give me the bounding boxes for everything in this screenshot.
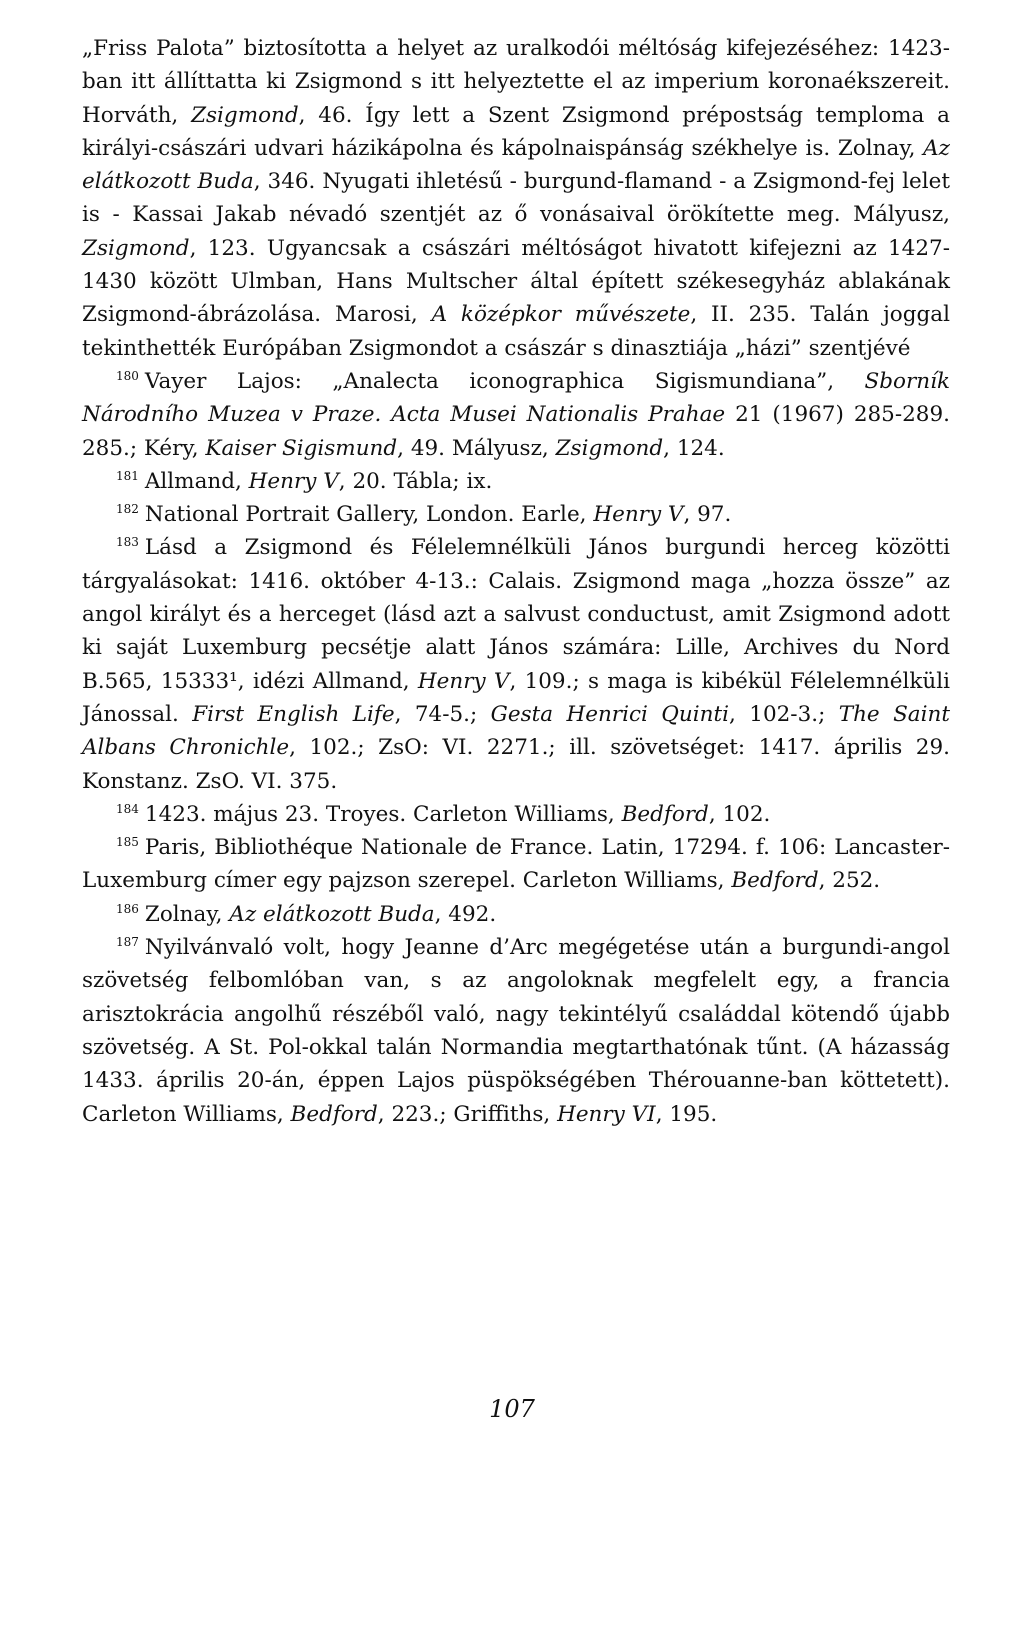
- italic-citation: Bedford: [731, 868, 819, 894]
- text-run: Lásd a Zsigmond és Félelemnélküli János burgundi herceg közötti tárgyalásokat: 1416. október 4-13.: Calais. Zsigmond maga „hozza össze” az angol királyt és a herceget (lásd azt a salvust conductust, amit Zsigmond adott ki saját Luxemburg pecsétje alatt János számára: Lille, Archives du Nord B.565, 15333¹, idézi Allmand,: [82, 535, 950, 694]
- italic-citation: Sborník Národního Muzea v Praze. Acta Musei Nationalis Prahae: [82, 368, 950, 428]
- text-run: , 252.: [818, 868, 881, 894]
- text-run: , 20. Tábla; ix.: [338, 468, 493, 494]
- text-run: , 346. Nyugati ihletésű - burgund-flamand - a Zsigmond-fej lelet is - Kassai Jakab névadó szentjét az ő vonásaival örökítette meg. Mályusz,: [82, 169, 950, 228]
- text-run: , 109.; s maga is kibékül Félelemnélküli Jánossal.: [82, 668, 951, 727]
- text-run: , 102-3.;: [729, 701, 839, 727]
- italic-citation: Gesta Henrici Quinti: [490, 701, 730, 727]
- italic-citation: Bedford: [290, 1101, 378, 1127]
- italic-citation: Henry V: [593, 502, 684, 528]
- text-run: , 74-5.;: [394, 701, 491, 727]
- text-run: 21 (1967) 285-289. 285.; Kéry,: [82, 402, 950, 461]
- text-run: Allmand,: [144, 468, 249, 494]
- text-run: , 49. Mályusz,: [397, 435, 556, 461]
- footnote: [82, 831, 950, 898]
- footnote-number: 182: [116, 502, 139, 516]
- footnote: [82, 931, 950, 1131]
- footnote: [82, 531, 950, 797]
- text-run: , 124.: [663, 435, 725, 461]
- footnote-number: 180: [116, 368, 139, 383]
- footnotes-section: [82, 365, 950, 1131]
- italic-citation: Az elátkozott Buda: [229, 901, 435, 927]
- text-run: 1423. május 23. Troyes. Carleton Williams,: [144, 801, 622, 827]
- italic-citation: The Saint Albans Chronichle: [82, 701, 950, 761]
- italic-citation: Zsigmond: [555, 435, 664, 461]
- text-run: , 102.; ZsO: VI. 2271.; ill. szövetséget: 1417. április 29. Konstanz. ZsO. VI. 375.: [82, 735, 950, 794]
- italic-citation: Zsigmond: [82, 235, 190, 261]
- footnote: [82, 798, 950, 831]
- text-run: Vayer Lajos: „Analecta iconographica Sigismundiana”,: [144, 368, 865, 394]
- footnote-number: 181: [116, 468, 139, 483]
- text-run: , 102.: [708, 801, 771, 827]
- footnote: [82, 498, 950, 531]
- text-run: , II. 235. Talán joggal tekinthették Európában Zsigmondot a császár s dinasztiája „házi” szentjévé: [82, 302, 950, 361]
- footnote: [82, 365, 950, 465]
- italic-citation: Zsigmond: [191, 102, 299, 128]
- page-body: [82, 32, 950, 1131]
- footnote-number: 183: [116, 535, 139, 550]
- footnote-number: 185: [116, 834, 139, 849]
- italic-citation: Bedford: [621, 801, 709, 827]
- text-run: Paris, Bibliothéque Nationale de France. Latin, 17294. f. 106: Lancaster-Luxemburg címer egy pajzson szerepel. Carleton Williams,: [82, 835, 950, 894]
- page-number: 107: [489, 1395, 535, 1423]
- text-run: „Friss Palota” biztosította a helyet az uralkodói méltóság kifejezéséhez: 1423-ban itt állíttatta ki Zsigmond s itt helyeztette el az imperium koronaékszereit. Horváth,: [82, 36, 950, 128]
- footnote-number: 186: [116, 901, 139, 916]
- footnote: [82, 898, 950, 931]
- text-run: National Portrait Gallery, London. Earle,: [144, 502, 594, 528]
- text-run: , 97.: [683, 502, 732, 528]
- text-run: , 195.: [655, 1101, 718, 1127]
- italic-citation: Az elátkozott Buda: [82, 135, 950, 195]
- text-run: Zolnay,: [144, 901, 230, 927]
- italic-citation: Henry V: [417, 668, 510, 694]
- italic-citation: Kaiser Sigismund: [205, 435, 398, 461]
- text-run: , 46. Így lett a Szent Zsigmond prépostság temploma a királyi-császári udvari házikápolna és kápolnaispánság székhelye is. Zolnay,: [82, 102, 950, 161]
- italic-citation: A középkor művészete: [431, 302, 691, 328]
- text-run: Nyilvánvaló volt, hogy Jeanne d’Arc megégetése után a burgundi-angol szövetség felbomlóban van, s az angoloknak megfelelt egy, a francia arisztokrácia angolhű részéből való, nagy tekintélyű családdal kötendő újabb szövetség. A St. Pol-okkal talán Normandia megtarthatónak tűnt. (A házasság 1433. április 20-án, éppen Lajos püspökségében Thérouanne-ban köttetett). Carleton Williams,: [82, 935, 950, 1127]
- text-run: , 223.; Griffiths,: [377, 1101, 558, 1127]
- footnote-number: 184: [116, 801, 139, 816]
- main-paragraph: [82, 32, 950, 365]
- footnote-number: 187: [116, 934, 139, 949]
- italic-citation: First English Life: [192, 701, 395, 727]
- footnote: [82, 465, 950, 498]
- text-run: , 492.: [434, 901, 497, 927]
- italic-citation: Henry V: [248, 468, 339, 494]
- italic-citation: Henry VI: [557, 1101, 656, 1127]
- text-run: , 123. Ugyancsak a császári méltóságot hivatott kifejezni az 1427-1430 között Ulmban, Hans Multscher által épített székesegyház ablakának Zsigmond-ábrázolása. Marosi,: [82, 235, 950, 328]
